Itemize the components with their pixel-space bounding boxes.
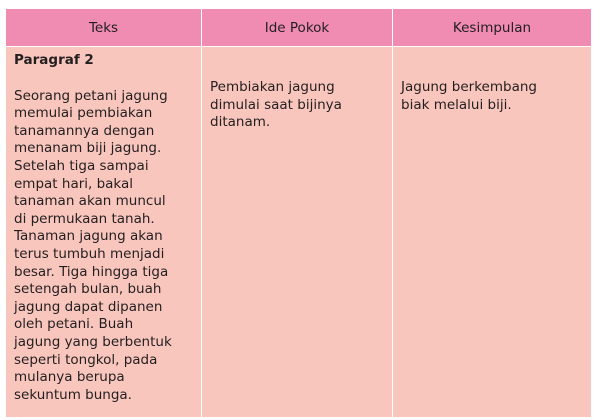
kesimpulan-line: Jagung berkembang [401, 79, 537, 95]
teks-body [14, 88, 195, 405]
teks-line: mulanya berupa [14, 369, 125, 386]
paragraph-label: Paragraf 2 [14, 52, 94, 68]
teks-cell [6, 47, 202, 418]
teks-line: empat hari, bakal [14, 175, 134, 192]
teks-line: Tanaman jagung akan [14, 228, 163, 245]
header-ide-pokok: Ide Pokok [202, 9, 393, 47]
teks-line: oleh petani. Buah [14, 316, 134, 333]
kesimpulan-cell [393, 47, 592, 418]
teks-line: menanam biji jagung. [14, 140, 162, 157]
teks-line: sekuntum bunga. [14, 386, 132, 403]
ide-pokok-cell [202, 47, 393, 418]
teks-line: jagung yang berbentuk [14, 333, 172, 350]
table-row [6, 47, 592, 418]
teks-line: memulai pembiakan [14, 105, 153, 122]
teks-line: Setelah tiga sampai [14, 157, 149, 174]
header-row [6, 9, 592, 47]
kesimpulan-body [401, 79, 587, 114]
header-kesimpulan: Kesimpulan [393, 9, 592, 47]
teks-line: setengah bulan, buah [14, 281, 162, 298]
ide-pokok-body [210, 79, 388, 132]
reading-table [5, 8, 592, 418]
teks-line: Seorang petani jagung [14, 87, 168, 104]
teks-line: besar. Tiga hingga tiga [14, 263, 169, 280]
ide-pokok-line: ditanam. [210, 114, 271, 131]
ide-pokok-line: Pembiakan jagung [210, 79, 335, 95]
teks-line: tanamannya dengan [14, 122, 155, 139]
header-teks: Teks [6, 9, 202, 47]
teks-line: seperti tongkol, pada [14, 351, 158, 368]
teks-line: tanaman akan muncul [14, 193, 166, 210]
ide-pokok-line: dimulai saat bijinya [210, 96, 342, 113]
kesimpulan-line: biak melalui biji. [401, 96, 512, 113]
teks-line: terus tumbuh menjadi [14, 245, 165, 262]
teks-line: di permukaan tanah. [14, 210, 155, 227]
teks-line: jagung dapat dipanen [14, 298, 163, 315]
